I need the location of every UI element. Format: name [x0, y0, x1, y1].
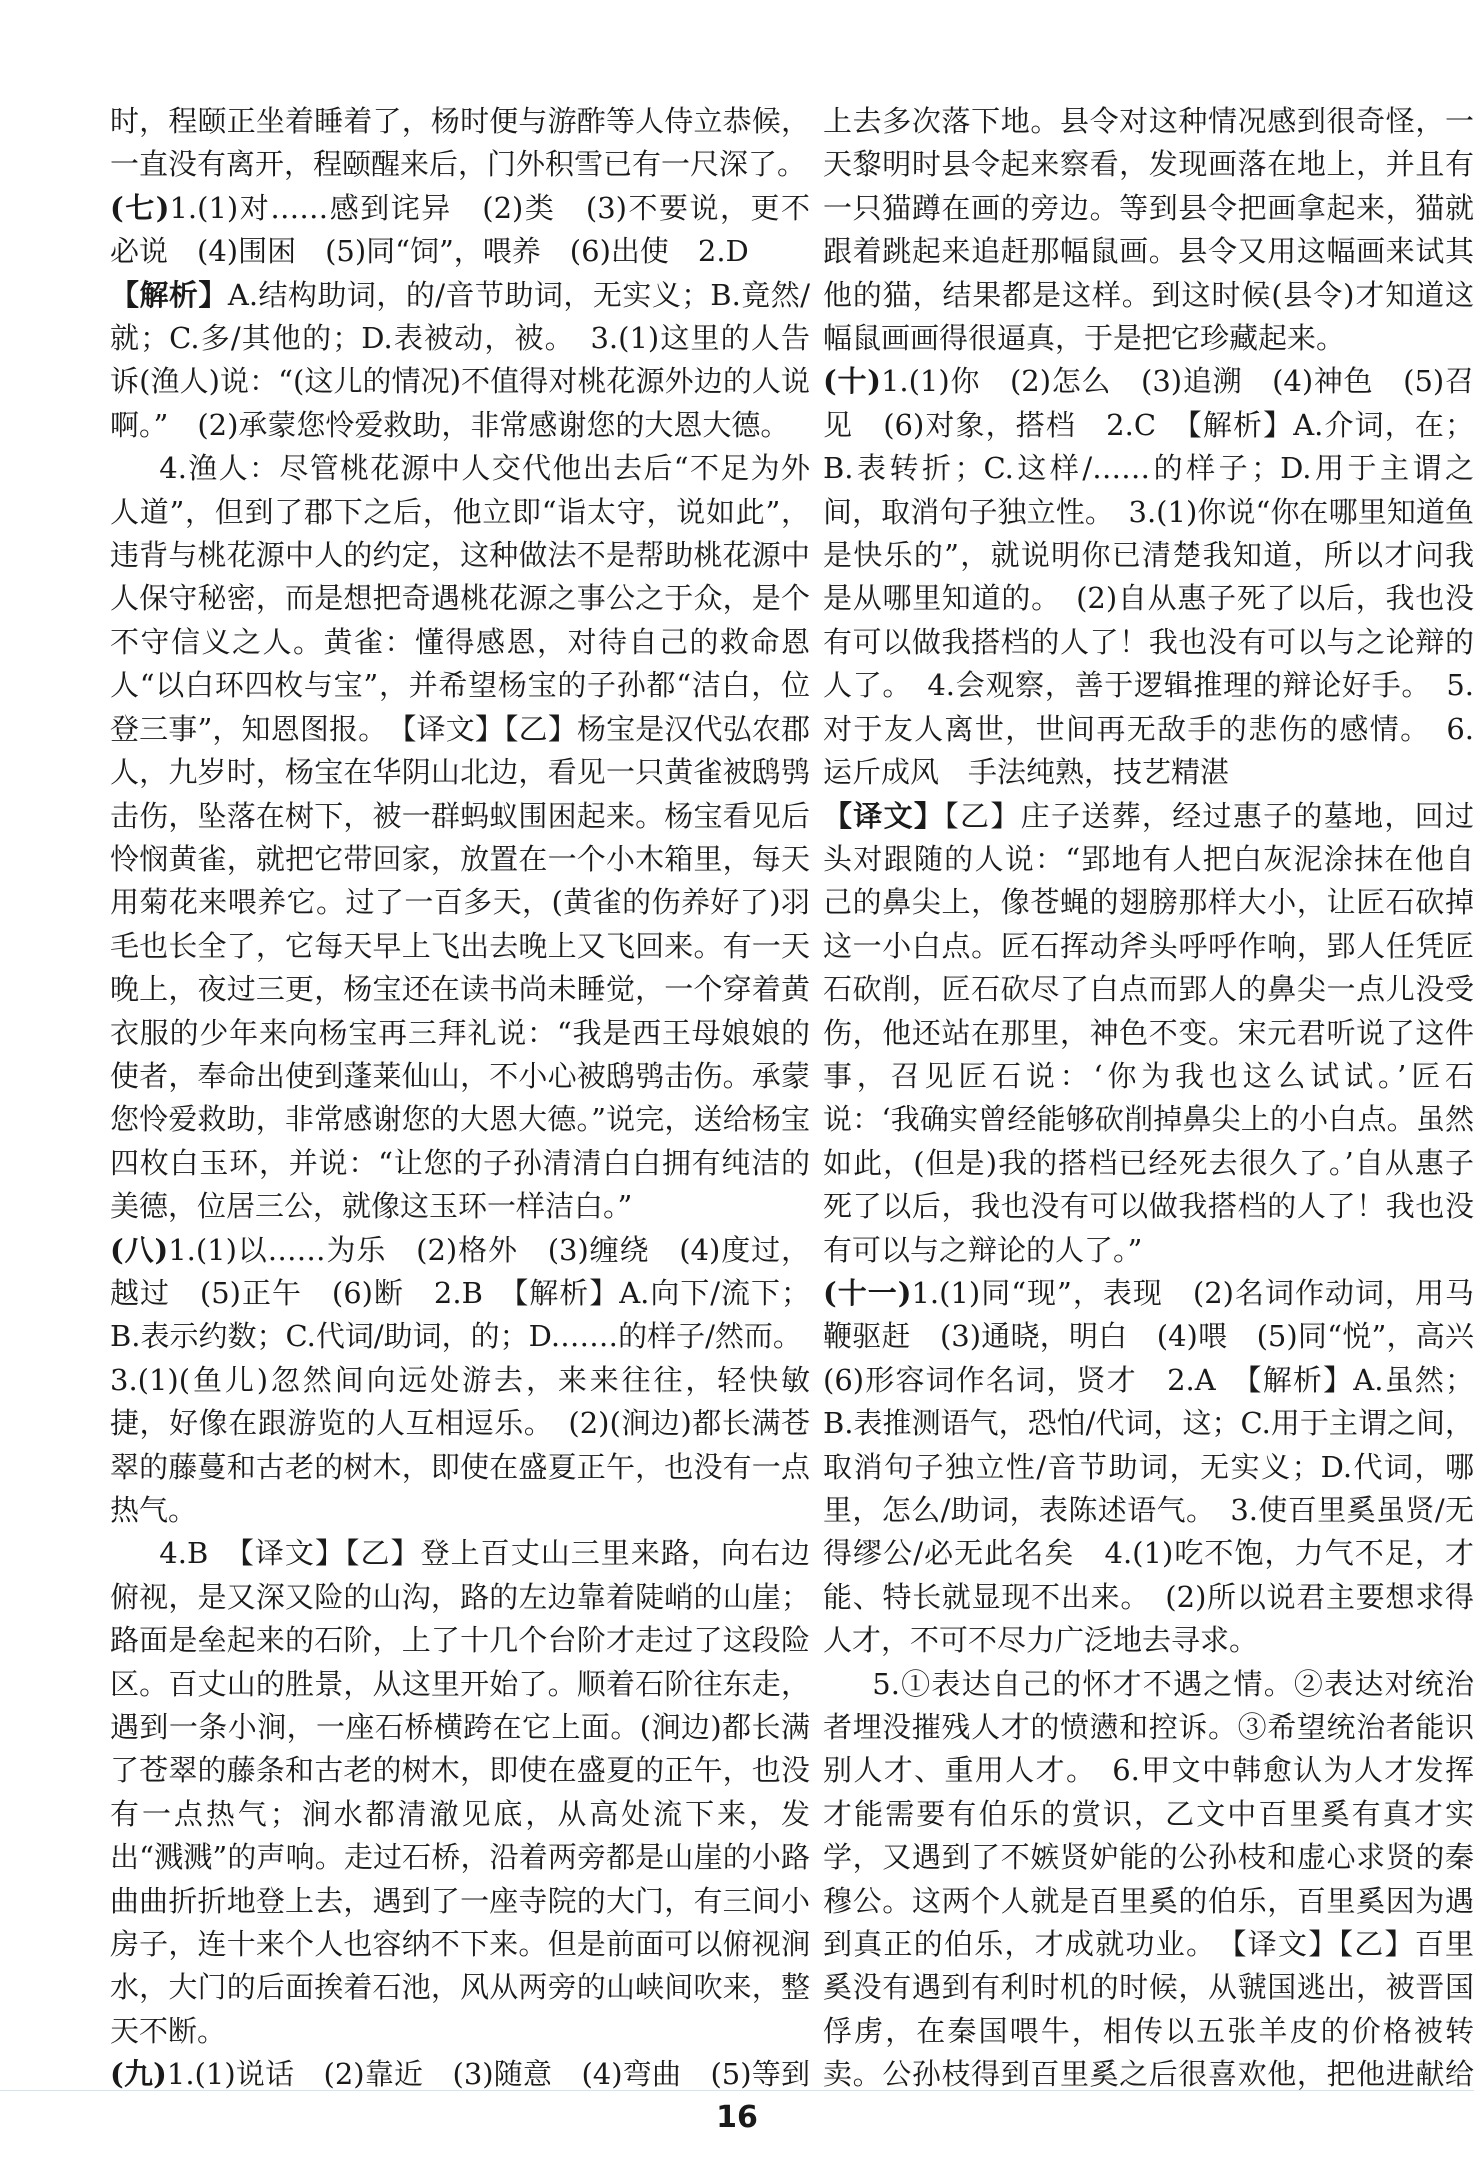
section-number: (十一): [823, 1275, 912, 1310]
answer-tag: 【译文】: [823, 798, 945, 833]
paragraph-text: 4.渔人：尽管桃花源中人交代他出去后“不足为外人道”，但到了郡下之后，他立即“诣太守，说如此”，违背与桃花源中人的约定，这种做法不是帮助桃花源中人保守秘密，而是想把奇遇桃花源之事公之于众，是个不守信义之人。黄雀：懂得感恩，对待自己的救命恩人“以白环四枚与宝”，并希望杨宝的子孙都“洁白，位登三事”，知恩图报。 【译文】【乙】杨宝是汉代弘农郡人，九岁时，杨宝在华阴山北边，看见一只黄雀被鸱鸮击伤，坠落在树下，被一群蚂蚁围困起来。杨宝看见后怜悯黄雀，就把它带回家，放置在一个小木箱里，每天用菊花来喂养它。过了一百多天，(黄雀的伤养好了)羽毛也长全了，它每天早上飞出去晚上又飞回来。有一天晚上，夜过三更，杨宝还在读书尚未睡觉，一个穿着黄衣服的少年来向杨宝再三拜礼说：“我是西王母娘娘的使者，奉命出使到蓬莱仙山，不小心被鸱鸮击伤。承蒙您怜爱救助，非常感谢您的大恩大德。”说完，送给杨宝四枚白玉环，并说：“让您的子孙清清白白拥有纯洁的美德，位居三公，就像这玉环一样洁白。”: [110, 451, 810, 1224]
answer-paragraph: [823, 795, 1474, 1272]
answer-paragraph: [110, 274, 810, 448]
section-number: (十): [823, 364, 881, 399]
answer-paragraph: [110, 1359, 810, 1533]
answer-paragraph: [110, 1229, 810, 1359]
footer-divider: [0, 2090, 1474, 2091]
page-number: 16: [716, 2100, 758, 2135]
answer-paragraph: [110, 447, 810, 1228]
paragraph-text: 1.(1)对……感到诧异 (2)类 (3)不要说，更不必说 (4)围困 (5)同“饲”，喂养 (6)出使 2.D: [110, 190, 810, 269]
paragraph-text: 1.(1)你 (2)怎么 (3)追溯 (4)神色 (5)召见 (6)对象，搭档 2.C 【解析】A.介词，在；B.表转折；C.这样/……的样子；D.用于主谓之间，取消句子独立性。 3.(1)你说“你在哪里知道鱼是快乐的”，就说明你已清楚我知道，所以才问我是从哪里知道的。 (2)自从惠子死了以后，我也没有可以做我搭档的人了！我也没有可以与之论辩的人了。 4.会观察，善于逻辑推理的辩论好手。 5.对于友人离世，世间再无敌手的悲伤的感情。 6.运斤成风 手法纯熟，技艺精湛: [823, 364, 1474, 790]
left-column: [110, 100, 810, 2090]
answer-tag: 【解析】: [110, 277, 228, 312]
paragraph-text: 上去多次落下地。县令对这种情况感到很奇怪，一天黎明时县令起来察看，发现画落在地上，并且有一只猫蹲在画的旁边。等到县令把画拿起来，猫就跟着跳起来追赶那幅鼠画。县令又用这幅画来试其他的猫，结果都是这样。到这时候(县令)才知道这幅鼠画画得很逼真，于是把它珍藏起来。: [823, 104, 1474, 356]
answer-paragraph: [110, 2053, 810, 2090]
paragraph-text: 1.(1)说话 (2)靠近 (3)随意 (4)弯曲 (5)等到: [166, 2057, 810, 2090]
answer-paragraph: [823, 1272, 1474, 1663]
paragraph-text: 时，程颐正坐着睡着了，杨时便与游酢等人侍立恭候，一直没有离开，程颐醒来后，门外积雪已有一尺深了。: [110, 104, 810, 182]
right-column: [823, 100, 1474, 2090]
section-number: (七): [110, 190, 170, 225]
answer-paragraph: [823, 1663, 1474, 2090]
section-number: (八): [110, 1232, 169, 1267]
answer-paragraph: [110, 1532, 810, 2053]
answer-paragraph: [823, 360, 1474, 794]
answer-paragraph: [110, 187, 810, 274]
answer-paragraph: [823, 100, 1474, 360]
paragraph-text: A.结构助词，的/音节助词，无实义；B.竟然/就；C.多/其他的；D.表被动，被。 3.(1)这里的人告诉(渔人)说：“(这儿的情况)不值得对桃花源外边的人说啊。” (2)承蒙您怜爱救助，非常感谢您的大恩大德。: [110, 277, 810, 442]
paragraph-text: 4.B 【译文】【乙】登上百丈山三里来路，向右边俯视，是又深又险的山沟，路的左边靠着陡峭的山崖；路面是垒起来的石阶，上了十几个台阶才走过了这段险区。百丈山的胜景，从这里开始了。顺着石阶往东走，遇到一条小涧，一座石桥横跨在它上面。(涧边)都长满了苍翠的藤条和古老的树木，即使在盛夏的正午，也没有一点热气；涧水都清澈见底，从高处流下来，发出“溅溅”的声响。走过石桥，沿着两旁都是山崖的小路曲曲折折地登上去，遇到了一座寺院的大门，有三间小房子，连十来个人也容纳不下来。但是前面可以俯视涧水，大门的后面挨着石池，风从两旁的山峡间吹来，整天不断。: [110, 1536, 810, 2048]
paragraph-text: 1.(1)同“现”，表现 (2)名词作动词，用马鞭驱赶 (3)通晓，明白 (4)喂 (5)同“悦”，高兴 (6)形容词作名词，贤才 2.A 【解析】A.虽然；B.表推测语气，恐怕/代词，这；C.用于主谓之间，取消句子独立性/音节助词，无实义；D.代词，哪里，怎么/助词，表陈述语气。 3.使百里奚虽贤/无得缪公/必无此名矣 4.(1)吃不饱，力气不足，才能、特长就显现不出来。 (2)所以说君主要想求得人才，不可不尽力广泛地去寻求。: [823, 1275, 1474, 1658]
paragraph-text: 5.①表达自己的怀才不遇之情。②表达对统治者埋没摧残人才的愤懑和控诉。③希望统治者能识别人才、重用人才。 6.甲文中韩愈认为人才发挥才能需要有伯乐的赏识，乙文中百里奚有真才实学，又遇到了不嫉贤妒能的公孙枝和虚心求贤的秦穆公。这两个人就是百里奚的伯乐，百里奚因为遇到真正的伯乐，才成就功业。 【译文】【乙】百里奚没有遇到有利时机的时候，从虢国逃出，被晋国俘虏，在秦国喂牛，相传以五张羊皮的价格被转卖。公孙枝得到百里奚之后很喜欢他，把他进献给: [823, 1666, 1474, 2090]
paragraph-text: 3.(1)(鱼儿)忽然间向远处游去，来来往往，轻快敏捷，好像在跟游览的人互相逗乐。 (2)(涧边)都长满苍翠的藤蔓和古老的树木，即使在盛夏正午，也没有一点热气。: [110, 1362, 810, 1527]
paragraph-text: 1.(1)以……为乐 (2)格外 (3)缠绕 (4)度过，越过 (5)正午 (6)断 2.B 【解析】A.向下/流下；B.表示约数；C.代词/助词，的；D.……的样子/然而。: [110, 1232, 810, 1354]
section-number: (九): [110, 2057, 167, 2090]
answer-paragraph: [110, 100, 810, 187]
paragraph-text: 【乙】庄子送葬，经过惠子的墓地，回过头对跟随的人说：“郢地有人把白灰泥涂抹在他自己的鼻尖上，像苍蝇的翅膀那样大小，让匠石砍掉这一小白点。匠石挥动斧头呼呼作响，郢人任凭匠石砍削，匠石砍尽了白点而郢人的鼻尖一点儿没受伤，他还站在那里，神色不变。宋元君听说了这件事，召见匠石说：‘你为我也这么试试。’匠石说：‘我确实曾经能够砍削掉鼻尖上的小白点。虽然如此，(但是)我的搭档已经死去很久了。’自从惠子死了以后，我也没有可以做我搭档的人了！我也没有可以与之辩论的人了。”: [823, 798, 1474, 1267]
